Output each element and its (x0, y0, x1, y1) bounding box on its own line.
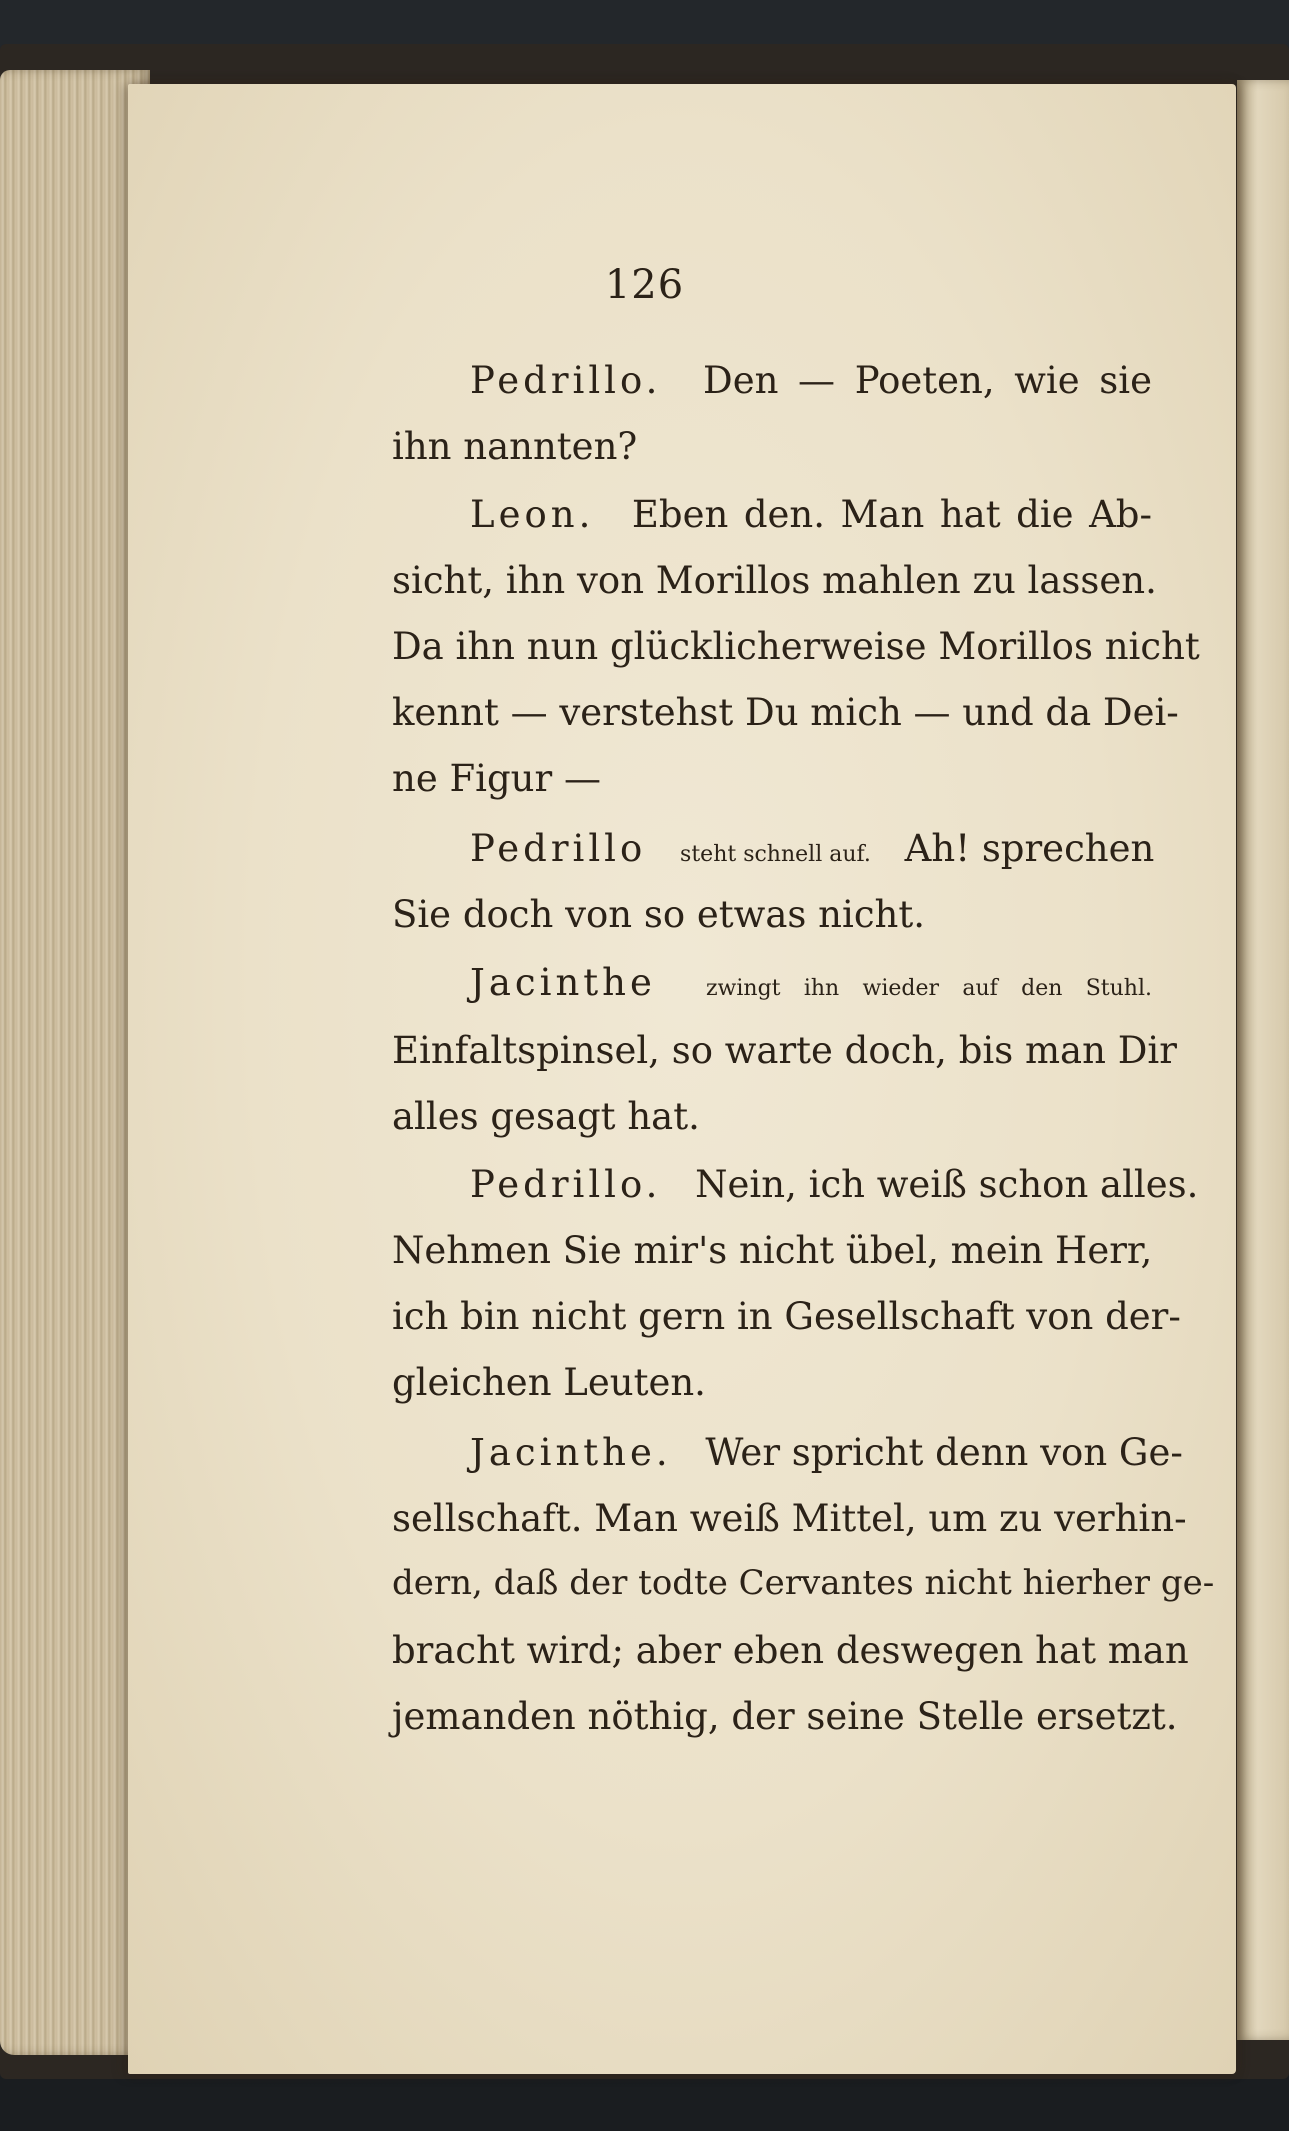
speaker-name: Pedrillo. (470, 359, 662, 402)
line-text: Eben den. Man hat die Ab- (631, 493, 1152, 536)
line-text: jemanden nöthig, der seine Stelle ersetzt. (392, 1695, 1178, 1738)
text-line (392, 1229, 1153, 1272)
speaker-name: Leon. (470, 493, 595, 536)
text-line (392, 1497, 1187, 1540)
line-text: Sie doch von so etwas nicht. (392, 893, 925, 936)
text-line (392, 1695, 1178, 1738)
page-number: 126 (604, 262, 685, 308)
line-text: Nein, ich weiß schon alles. (695, 1163, 1199, 1206)
text-line (392, 1295, 1181, 1338)
line-text: Wer spricht denn von Ge- (705, 1431, 1183, 1474)
line-text: dern, daß der todte Cervantes nicht hierher ge- (392, 1563, 1215, 1603)
text-line (392, 625, 1200, 668)
text-line (392, 893, 925, 936)
line-text: sellschaft. Man weiß Mittel, um zu verhin- (392, 1497, 1187, 1540)
stage-direction: zwingt ihn wieder auf den Stuhl. (705, 976, 1152, 1001)
text-line (392, 559, 1157, 602)
text-line (470, 961, 1152, 1004)
line-text: sicht, ihn von Morillos mahlen zu lassen. (392, 559, 1157, 602)
line-text: alles gesagt hat. (392, 1095, 700, 1138)
text-line (392, 1361, 706, 1404)
line-text: ich bin nicht gern in Gesellschaft von der- (392, 1295, 1181, 1338)
line-text: Den — Poeten, wie sie (703, 359, 1152, 402)
text-line (392, 691, 1179, 734)
text-line (470, 359, 1152, 402)
line-text: Nehmen Sie mir's nicht übel, mein Herr, (392, 1229, 1153, 1272)
speaker-name: Pedrillo. (470, 1163, 662, 1206)
line-text: Da ihn nun glücklicherweise Morillos nicht (392, 625, 1200, 668)
line-text: ne Figur — (392, 757, 601, 800)
line-text: ihn nannten? (392, 425, 638, 468)
line-text: kennt — verstehst Du mich — und da Dei- (392, 691, 1179, 734)
speaker-name: Jacinthe. (470, 1431, 672, 1474)
text-line (392, 757, 601, 800)
line-text: Ah! sprechen (904, 827, 1155, 870)
text-line (470, 493, 1152, 536)
text-line (470, 1431, 1183, 1474)
text-line (392, 1629, 1189, 1672)
speaker-name: Pedrillo (470, 827, 647, 870)
text-line (470, 1163, 1199, 1206)
stage-direction: steht schnell auf. (680, 842, 871, 867)
speaker-name: Jacinthe (470, 961, 656, 1004)
text-line (470, 827, 1155, 870)
text-line (392, 1029, 1177, 1072)
line-text: bracht wird; aber eben deswegen hat man (392, 1629, 1189, 1672)
text-line (392, 1095, 700, 1138)
facing-page-edge (1237, 80, 1289, 2040)
text-line (392, 1563, 1215, 1603)
text-line (392, 425, 638, 468)
line-text: Einfaltspinsel, so warte doch, bis man Dir (392, 1029, 1177, 1072)
line-text: gleichen Leuten. (392, 1361, 706, 1404)
